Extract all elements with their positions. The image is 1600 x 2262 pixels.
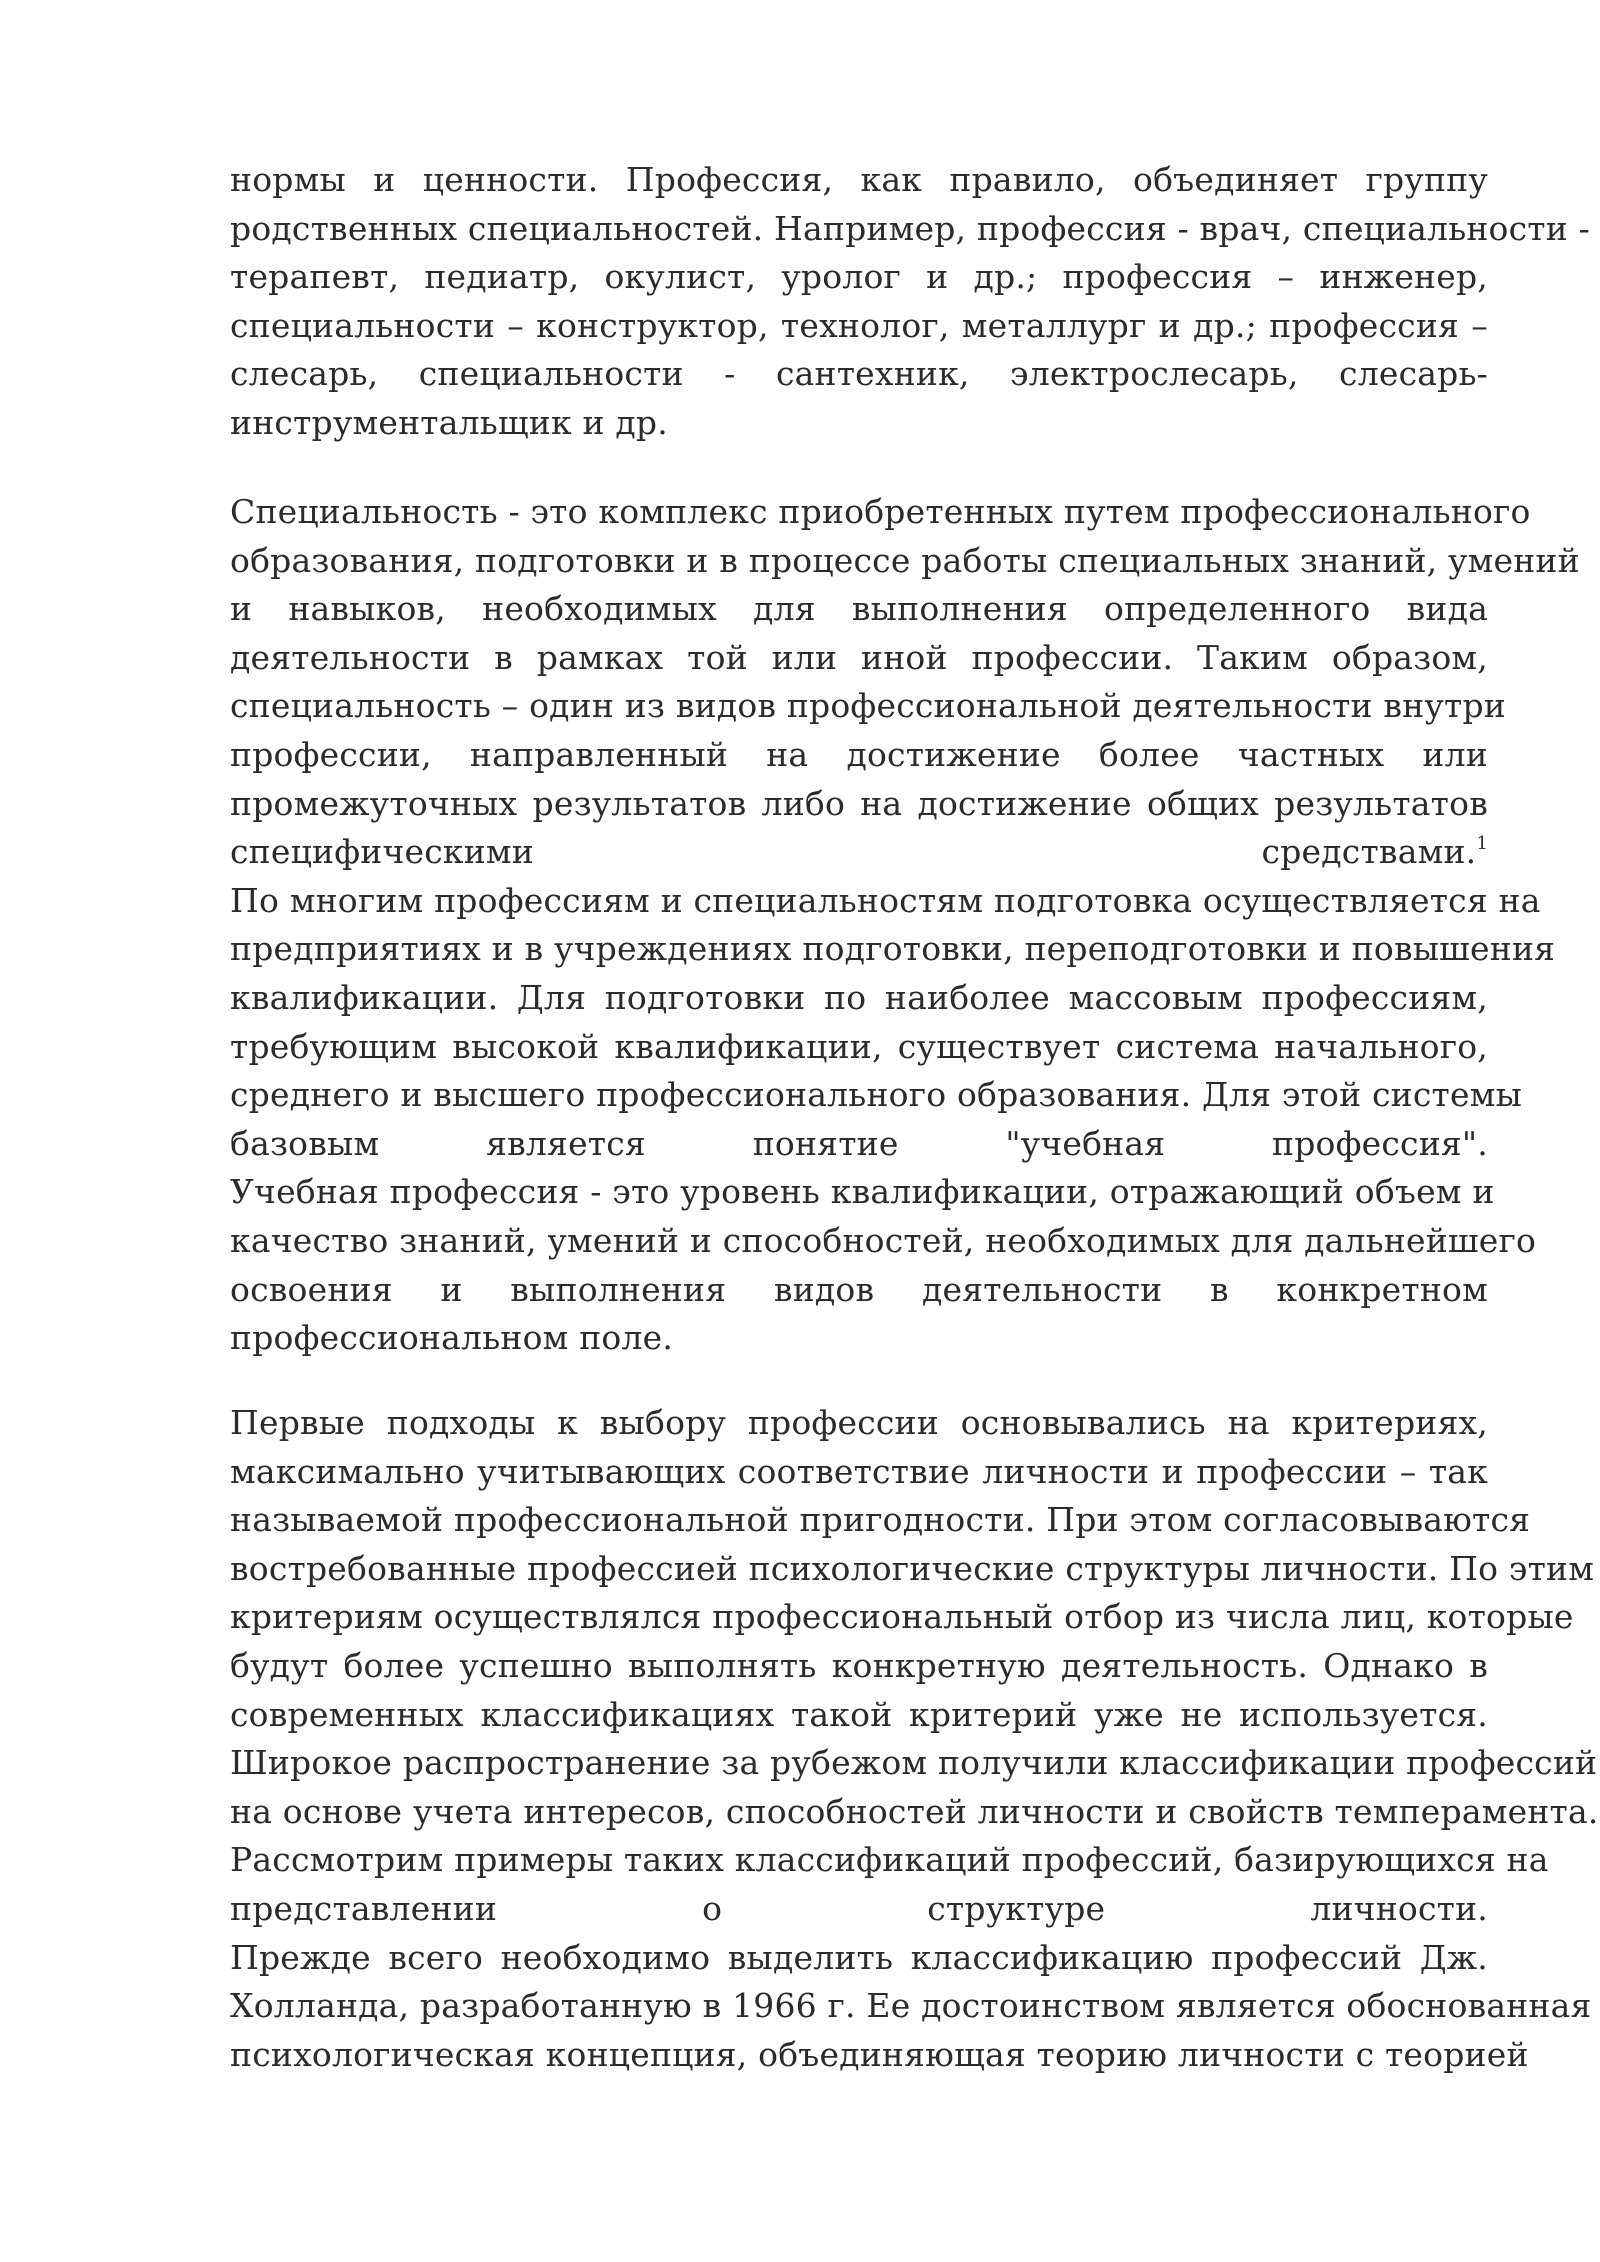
text-line: деятельности в рамках той или иной профессии. Таким образом,	[230, 637, 1488, 677]
text-line: называемой профессиональной пригодности. При этом согласовываются	[230, 1500, 1531, 1540]
text-line: максимально учитывающих соответствие личности и профессии – так	[230, 1451, 1488, 1491]
text-line: базовым является понятие "учебная профессия".	[230, 1123, 1488, 1163]
text-line: Специальность - это комплекс приобретенных путем профессионального	[230, 492, 1531, 531]
text-line: и навыков, необходимых для выполнения определенного вида	[230, 589, 1488, 629]
text-line: Широкое распространение за рубежом получили классификации профессий	[230, 1743, 1598, 1783]
text-line-end: средствами.$^1$	[1261, 832, 1488, 872]
text-line: будут более успешно выполнять конкретную деятельность. Однако в	[230, 1645, 1488, 1685]
text-line: профессиональном поле.	[230, 1318, 674, 1358]
text-line: специальности – конструктор, технолог, металлург и др.; профессия –	[230, 305, 1488, 345]
text-line: среднего и высшего профессионального образования. Для этой системы	[230, 1075, 1523, 1115]
text-line: слесарь, специальности - сантехник, электрослесарь, слесарь-	[230, 354, 1488, 394]
text-line: на основе учета интересов, способностей личности и свойств темперамента.	[230, 1791, 1599, 1831]
text-line: Первые подходы к выбору профессии основывались на критериях,	[230, 1403, 1488, 1442]
text-line: представлении о структуре личности.	[230, 1888, 1488, 1928]
text-line: требующим высокой квалификации, существует система начального,	[230, 1026, 1488, 1066]
text-line: специальность – один из видов профессиональной деятельности внутри	[230, 686, 1506, 726]
text-line: инструментальщик и др.	[230, 402, 668, 442]
text-line: По многим профессиям и специальностям подготовка осуществляется на	[230, 880, 1541, 920]
paragraph-2	[230, 488, 1580, 1363]
text-line: современных классификациях такой критерий уже не используется.	[230, 1694, 1488, 1734]
paragraph-3	[230, 1399, 1599, 2079]
text-line: Рассмотрим примеры таких классификаций профессий, базирующихся на	[230, 1840, 1549, 1880]
text-line: психологическая концепция, объединяющая теорию личности с теорией	[230, 2034, 1529, 2074]
text-line: образования, подготовки и в процессе работы специальных знаний, умений	[230, 540, 1580, 580]
text-line: родственных специальностей. Например, профессия - врач, специальности -	[230, 208, 1590, 248]
text-line: качество знаний, умений и способностей, необходимых для дальнейшего	[230, 1220, 1537, 1260]
text-line: Учебная профессия - это уровень квалификации, отражающий объем и	[230, 1172, 1495, 1212]
paragraph-1	[230, 156, 1590, 448]
text-line: профессии, направленный на достижение более частных или	[230, 734, 1488, 774]
text-line: Холланда, разработанную в 1966 г. Ее достоинством является обоснованная	[230, 1986, 1592, 2026]
text-line: Прежде всего необходимо выделить классификацию профессий Дж.	[230, 1937, 1488, 1977]
text-line: нормы и ценности. Профессия, как правило, объединяет группу	[230, 160, 1488, 199]
text-line: предприятиях и в учреждениях подготовки, переподготовки и повышения	[230, 929, 1556, 969]
text-line: освоения и выполнения видов деятельности в конкретном	[230, 1269, 1488, 1309]
text-line: критериям осуществлялся профессиональный отбор из числа лиц, которые	[230, 1597, 1574, 1637]
text-line: терапевт, педиатр, окулист, уролог и др.; профессия – инженер,	[230, 257, 1488, 297]
text-line-with-footnote	[230, 828, 1488, 877]
text-line: квалификации. Для подготовки по наиболее массовым профессиям,	[230, 977, 1488, 1017]
text-line: промежуточных результатов либо на достижение общих результатов	[230, 783, 1488, 823]
text-line: востребованные профессией психологические структуры личности. По этим	[230, 1548, 1595, 1588]
footnote-marker[interactable]: 1	[1476, 833, 1488, 855]
text-line-start: специфическими	[230, 832, 534, 872]
